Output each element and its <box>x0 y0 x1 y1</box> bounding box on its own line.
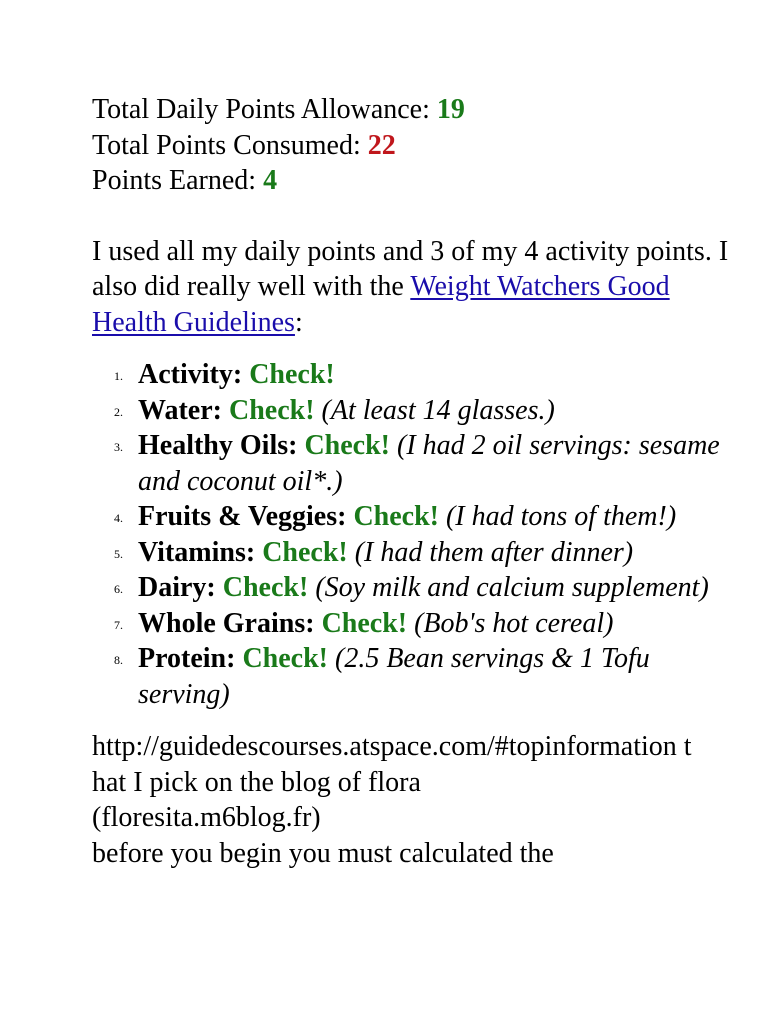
guideline-note: (At least 14 glasses.) <box>321 394 555 426</box>
list-number: 7. <box>114 617 123 632</box>
guideline-item <box>92 641 732 712</box>
list-number: 4. <box>114 511 123 525</box>
intro-paragraph <box>92 234 732 341</box>
consumed-label: Total Points Consumed: <box>92 129 361 161</box>
guideline-note: (Soy milk and calcium supplement) <box>315 572 709 603</box>
guideline-label: Fruits & Veggies: <box>138 501 347 532</box>
guideline-item <box>92 393 732 429</box>
list-number: 8. <box>114 653 123 667</box>
list-number: 5. <box>114 546 123 561</box>
guideline-item <box>92 357 732 393</box>
guidelines-link[interactable]: Weight Watchers Good Health Guidelines <box>92 271 670 338</box>
list-number: 6. <box>114 582 123 596</box>
closing-line: before you begin you must calculated the <box>92 837 554 869</box>
intro-colon: : <box>294 306 303 338</box>
guideline-label: Activity: <box>138 359 243 390</box>
list-number: 3. <box>114 440 123 454</box>
guideline-check: Check! <box>321 607 408 639</box>
guideline-check: Check! <box>249 359 335 390</box>
earned-label: Points Earned: <box>92 165 257 196</box>
source-url-text: http://guidedescourses.atspace.com/#topinformation that I pick on the blog of flora <box>92 731 692 798</box>
points-summary <box>92 92 732 199</box>
guideline-check: Check! <box>228 394 315 426</box>
list-number: 1. <box>114 369 123 383</box>
guidelines-list <box>92 357 732 712</box>
allowance-label: Total Daily Points Allowance: <box>92 94 430 125</box>
guideline-note: (I had 2 oil servings: sesame and coconut oil*.) <box>138 430 720 497</box>
earned-value: 4 <box>263 165 278 196</box>
guideline-note: (2.5 Bean servings & 1 Tofu serving) <box>138 643 650 710</box>
guideline-label: Dairy: <box>138 572 216 603</box>
guideline-note: (I had tons of them!) <box>445 501 677 532</box>
guideline-check: Check! <box>242 643 328 674</box>
guideline-item <box>92 535 732 571</box>
guideline-label: Water: <box>138 394 222 426</box>
guideline-note: (I had them after dinner) <box>354 536 634 568</box>
intro-text: I used all my daily points and 3 of my 4 activity points. I also did really well with the <box>92 235 729 302</box>
allowance-value: 19 <box>436 94 465 125</box>
guideline-label: Vitamins: <box>138 536 256 568</box>
guideline-check: Check! <box>222 572 309 603</box>
guideline-item <box>92 570 732 606</box>
blog-reference: (floresita.m6blog.fr) <box>92 802 321 833</box>
footer-text <box>92 729 692 871</box>
guideline-item <box>92 428 732 499</box>
guideline-label: Whole Grains: <box>138 607 315 639</box>
document-page <box>92 92 732 871</box>
guideline-check: Check! <box>304 430 390 461</box>
guideline-item <box>92 499 732 535</box>
list-number: 2. <box>114 404 123 419</box>
guideline-label: Protein: <box>138 643 236 674</box>
earned-line <box>92 163 732 199</box>
guideline-check: Check! <box>262 536 348 568</box>
guideline-note: (Bob's hot cereal) <box>414 607 614 639</box>
guideline-check: Check! <box>353 501 439 532</box>
consumed-value: 22 <box>367 129 396 161</box>
guideline-label: Healthy Oils: <box>138 430 298 461</box>
consumed-line <box>92 128 732 164</box>
guideline-item <box>92 606 732 642</box>
allowance-line <box>92 92 732 128</box>
